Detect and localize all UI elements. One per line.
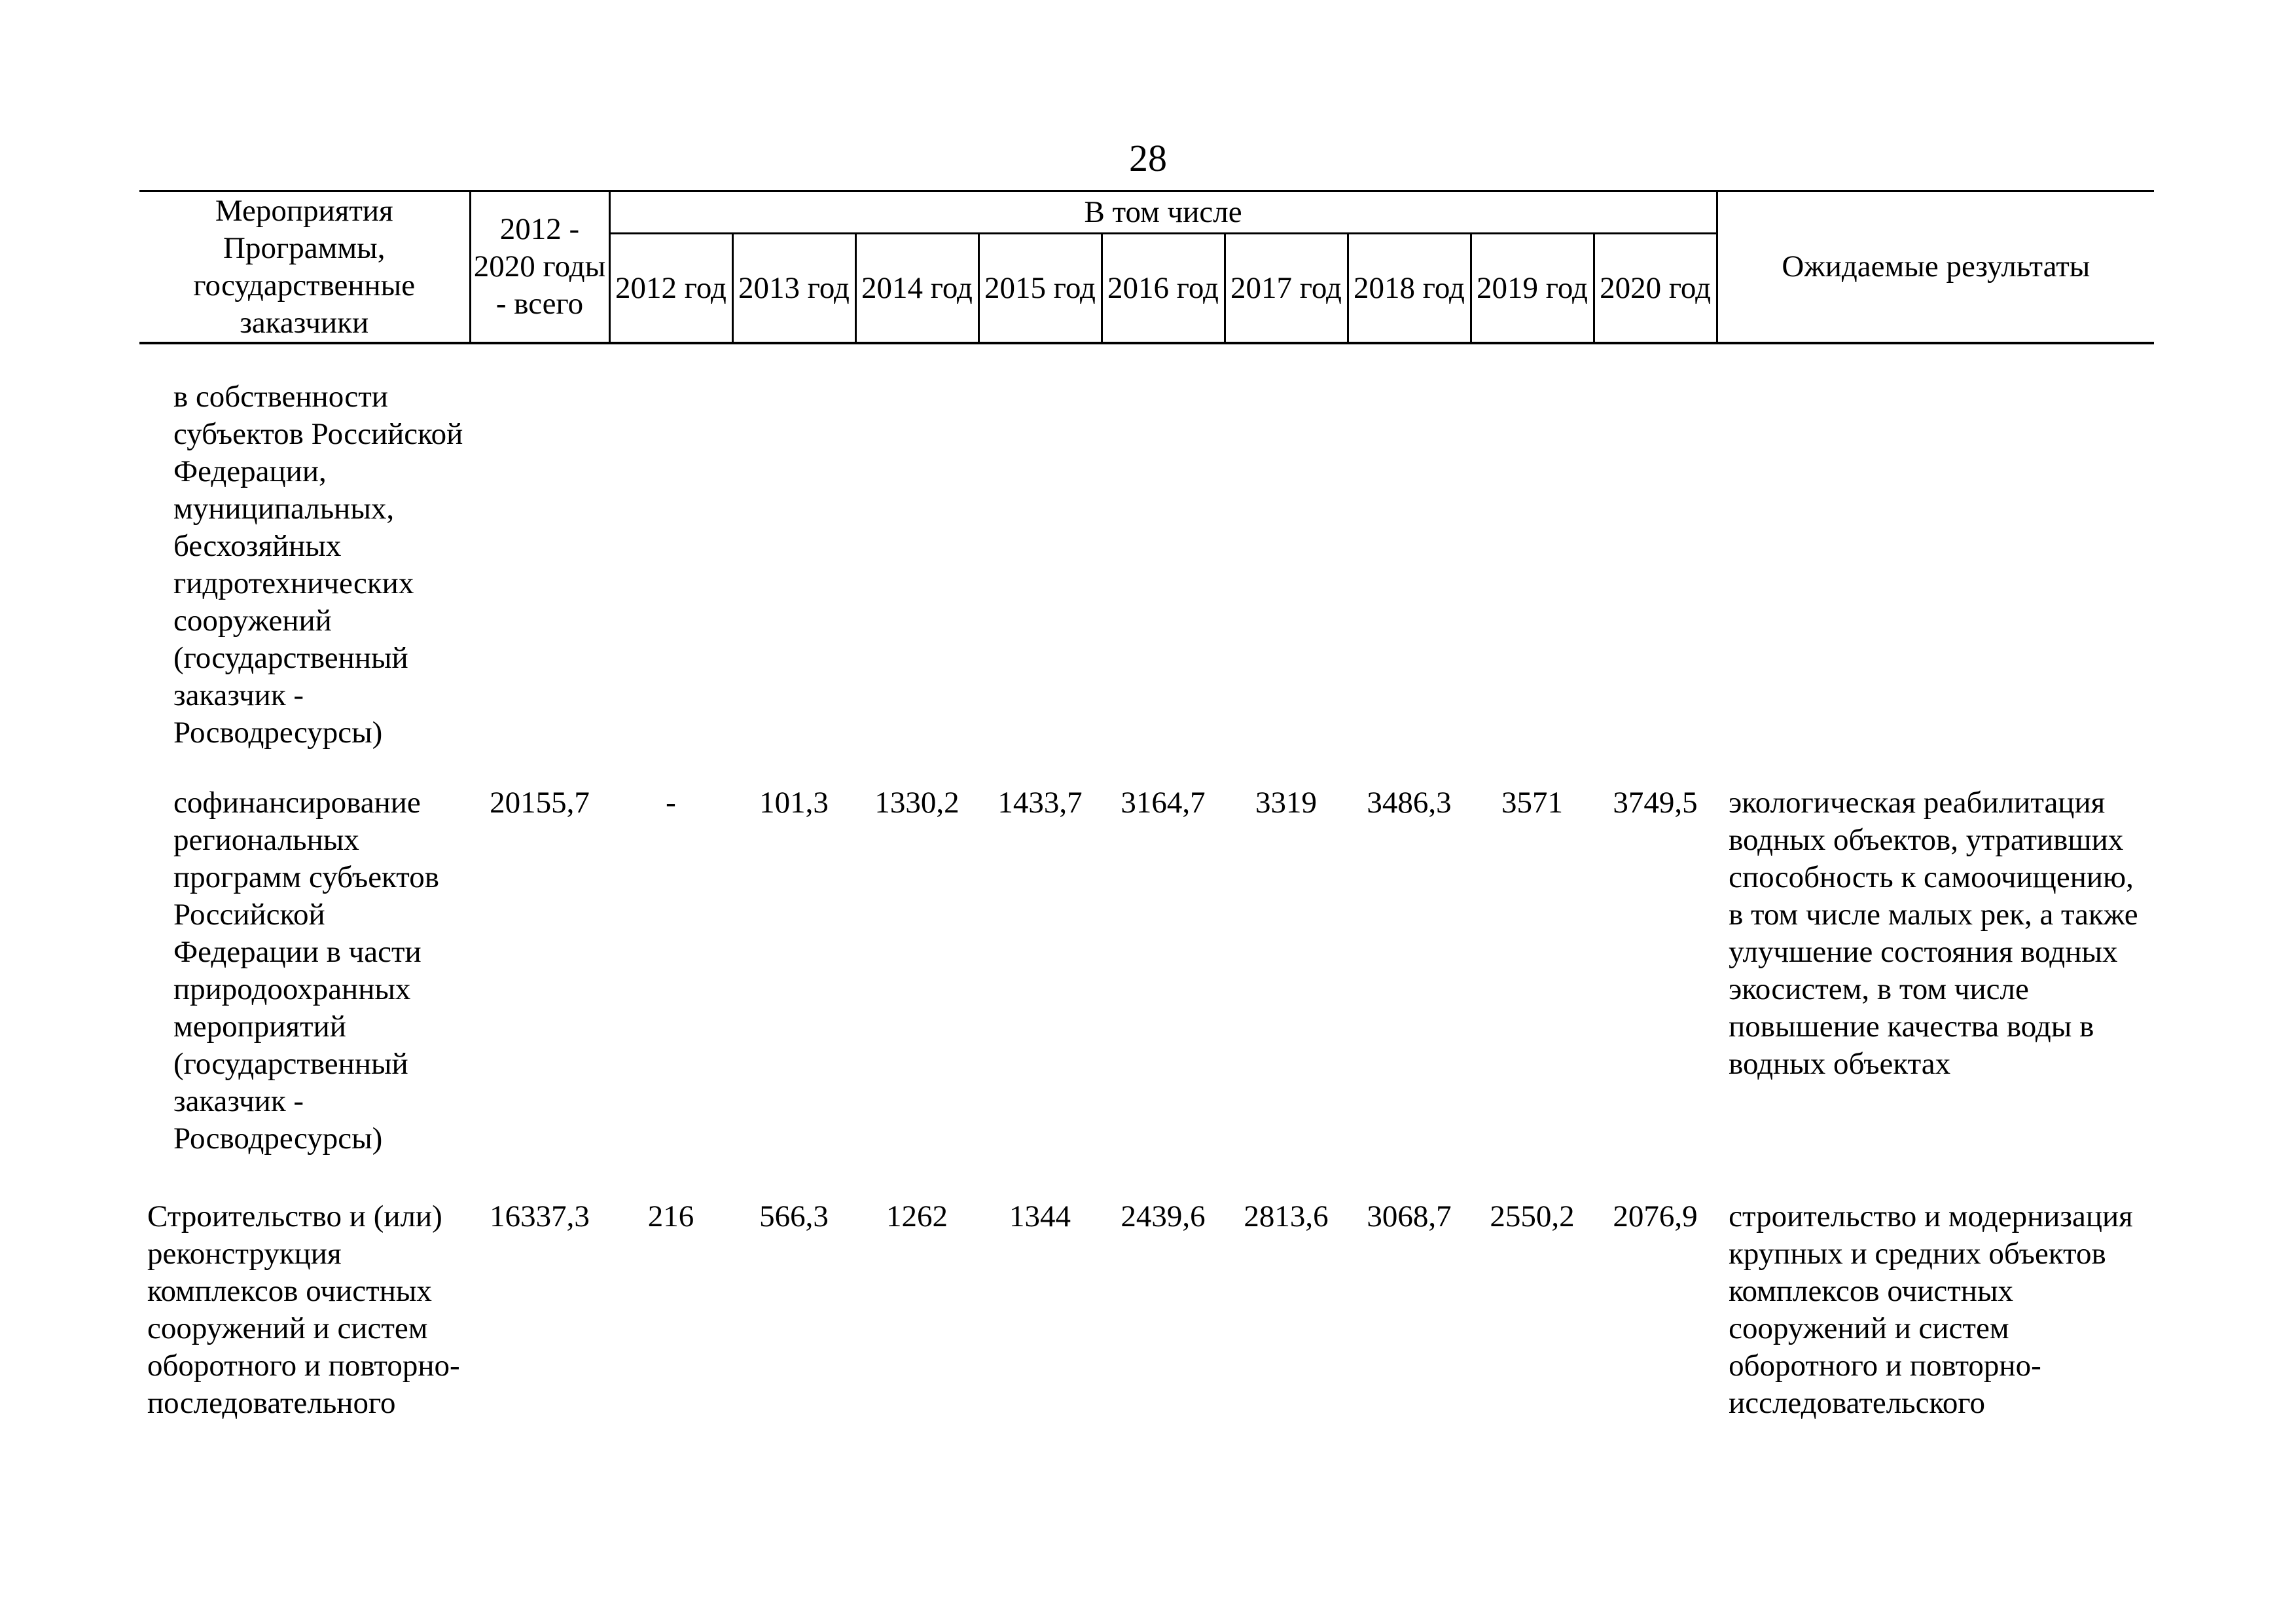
measure-name: Строительство и (или) реконструкция комплексов очистных сооружений и систем оборотного и повторно-последовательного xyxy=(147,1199,460,1420)
measure-name: в собственности субъектов Российской Федерации, муниципальных, бесхозяйных гидротехнических сооружений (государственный заказчик - Росводресурсы) xyxy=(173,380,463,750)
year-value: 1262 xyxy=(886,1199,948,1233)
year-value xyxy=(1471,343,1594,752)
header-year-2015: 2015 год xyxy=(978,234,1102,344)
year-value xyxy=(732,343,855,752)
year-value xyxy=(978,343,1102,752)
year-value xyxy=(1102,343,1225,752)
total-value: 16337,3 xyxy=(490,1199,590,1233)
year-value xyxy=(1594,343,1717,752)
expected-result: экологическая реабилитация водных объектов, утративших способность к самоочищению, в том числе малых рек, а также улучшение состояния водных экосистем, в том числе повышение качества воды в водных объектах xyxy=(1729,786,2138,1081)
year-value: 1433,7 xyxy=(997,786,1083,820)
header-year-2016: 2016 год xyxy=(1102,234,1225,344)
header-year-2020: 2020 год xyxy=(1594,234,1717,344)
expected-result xyxy=(1717,343,2154,752)
year-value xyxy=(855,343,978,752)
expected-result: строительство и модернизация крупных и средних объектов комплексов очистных сооружений и систем оборотного и повторно-исследовательского xyxy=(1729,1199,2133,1420)
header-expected-results: Ожидаемые результаты xyxy=(1717,191,2154,344)
measure-name: софинансирование региональных программ субъектов Российской Федерации в части природоохранных мероприятий (государственный заказчик - Росводресурсы) xyxy=(173,786,439,1156)
year-value: 1344 xyxy=(1009,1199,1071,1233)
program-measures-table xyxy=(139,190,2154,1422)
year-value: 3571 xyxy=(1501,786,1563,820)
year-value: 2550,2 xyxy=(1490,1199,1575,1233)
header-year-2017: 2017 год xyxy=(1225,234,1348,344)
header-year-2013: 2013 год xyxy=(732,234,855,344)
total-value xyxy=(470,343,609,752)
year-value: 216 xyxy=(647,1199,694,1233)
header-total: 2012 - 2020 годы - всего xyxy=(470,191,609,344)
year-value: 3749,5 xyxy=(1613,786,1698,820)
year-value: 101,3 xyxy=(759,786,829,820)
year-value: 2813,6 xyxy=(1244,1199,1329,1233)
year-value: 3068,7 xyxy=(1367,1199,1452,1233)
table-row xyxy=(139,1158,2154,1422)
year-value: 2076,9 xyxy=(1613,1199,1698,1233)
year-value: - xyxy=(666,786,676,820)
year-value xyxy=(1348,343,1471,752)
table-row xyxy=(139,752,2154,1158)
year-value xyxy=(1225,343,1348,752)
year-value: 3319 xyxy=(1255,786,1317,820)
year-value: 3164,7 xyxy=(1121,786,1206,820)
page-number: 28 xyxy=(1129,137,1167,179)
header-including: В том числе xyxy=(609,191,1717,234)
year-value: 2439,6 xyxy=(1121,1199,1206,1233)
header-year-2019: 2019 год xyxy=(1471,234,1594,344)
header-year-2012: 2012 год xyxy=(609,234,732,344)
year-value: 566,3 xyxy=(759,1199,829,1233)
year-value: 1330,2 xyxy=(874,786,960,820)
year-value xyxy=(609,343,732,752)
header-year-2014: 2014 год xyxy=(855,234,978,344)
header-measures: Мероприятия Программы, государственные заказчики xyxy=(139,191,470,344)
year-value: 3486,3 xyxy=(1367,786,1452,820)
header-year-2018: 2018 год xyxy=(1348,234,1471,344)
table-row xyxy=(139,343,2154,752)
total-value: 20155,7 xyxy=(490,786,590,820)
